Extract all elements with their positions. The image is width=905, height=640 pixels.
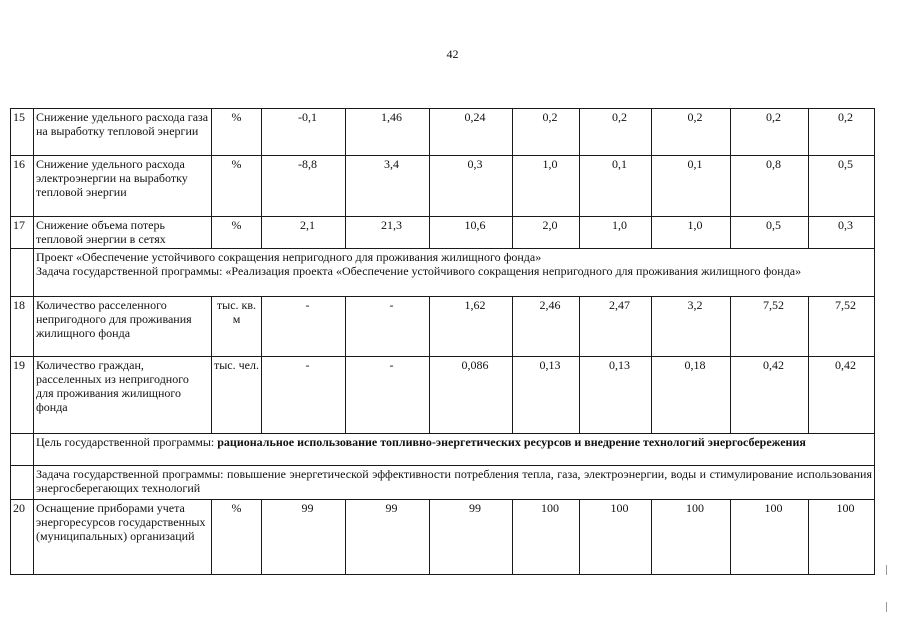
value-text: 0,5 (838, 157, 853, 171)
value-cell (262, 109, 346, 156)
value-text: 0,2 (612, 110, 627, 124)
goal-bold: рациональное использование топливно-энергетических ресурсов и внедрение технологий энергосбережения (217, 435, 806, 449)
indicator-name: Снижение удельного расхода газа на выработку тепловой энергии (34, 109, 212, 156)
value-cell (513, 357, 580, 434)
value-cell (262, 217, 346, 249)
section-line: Задача государственной программы: «Реализация проекта «Обеспечение устойчивого сокращения непригодного для проживания жилищного фонда» (36, 264, 802, 278)
value-text: 2,47 (609, 298, 630, 312)
value-cell (346, 297, 430, 357)
value-text: 0,42 (763, 358, 784, 372)
table-row (11, 217, 875, 249)
value-cell (513, 500, 580, 575)
value-text: 0,13 (609, 358, 630, 372)
value-cell (346, 217, 430, 249)
value-cell (430, 357, 513, 434)
value-text: 2,0 (542, 218, 558, 232)
row-number: 15 (11, 109, 34, 156)
value-text: 3,2 (687, 298, 703, 312)
value-cell (731, 156, 809, 217)
section-text (34, 466, 875, 500)
value-cell (652, 156, 731, 217)
section-line: Задача государственной программы: повышение энергетической эффективности потребления тепла, газа, электроэнергии, воды и стимулирование использования энергосберегающих технологий (36, 467, 872, 495)
value-text: - (389, 358, 394, 372)
value-text: 2,46 (539, 298, 561, 312)
value-cell (580, 297, 652, 357)
unit-cell: % (212, 500, 262, 575)
value-cell (652, 297, 731, 357)
edge-mark (886, 565, 887, 575)
unit-cell: % (212, 217, 262, 249)
value-cell (580, 357, 652, 434)
value-text: 0,1 (687, 157, 703, 171)
indicator-name: Количество граждан, расселенных из непригодного для проживания жилищного фонда (34, 357, 212, 434)
value-cell (809, 297, 875, 357)
value-text: 0,42 (835, 358, 856, 372)
value-text: 99 (385, 501, 398, 515)
value-cell (652, 217, 731, 249)
value-text: 1,0 (542, 157, 558, 171)
value-text: 0,8 (766, 157, 781, 171)
value-text: 0,3 (467, 157, 483, 171)
value-text: 100 (764, 501, 783, 515)
section-text (34, 249, 875, 297)
table-row (11, 109, 875, 156)
value-cell (652, 500, 731, 575)
value-cell (731, 357, 809, 434)
value-text: -0,1 (298, 110, 317, 124)
value-text: 1,46 (381, 110, 402, 124)
value-cell (652, 357, 731, 434)
value-cell (513, 109, 580, 156)
value-text: 100 (686, 501, 704, 515)
value-cell (430, 297, 513, 357)
value-cell (513, 156, 580, 217)
value-cell (731, 297, 809, 357)
value-cell (809, 500, 875, 575)
indicators-table (10, 108, 875, 575)
value-cell (580, 156, 652, 217)
value-cell (346, 109, 430, 156)
edge-mark (886, 602, 887, 612)
value-cell (262, 297, 346, 357)
section-row (11, 249, 875, 297)
value-cell (346, 357, 430, 434)
value-text: 0,2 (838, 110, 853, 124)
indicator-name: Снижение удельного расхода электроэнергии на выработку тепловой энергии (34, 156, 212, 217)
value-cell (652, 109, 731, 156)
value-cell (430, 109, 513, 156)
value-cell (731, 217, 809, 249)
row-number (11, 434, 34, 466)
value-text: 0,24 (464, 110, 486, 124)
value-text: - (389, 298, 394, 312)
value-cell (809, 217, 875, 249)
unit-cell: % (212, 109, 262, 156)
value-cell (513, 297, 580, 357)
row-number: 18 (11, 297, 34, 357)
value-text: 100 (836, 501, 855, 515)
row-number (11, 466, 34, 500)
value-text: 7,52 (763, 298, 784, 312)
table-row (11, 500, 875, 575)
value-text: 0,5 (766, 218, 781, 232)
value-text: 3,4 (384, 157, 399, 171)
value-cell (809, 156, 875, 217)
value-cell (731, 500, 809, 575)
value-text: 100 (610, 501, 629, 515)
value-text: 1,0 (612, 218, 627, 232)
value-cell (262, 357, 346, 434)
unit-cell: тыс. чел. (212, 357, 262, 434)
goal-text (34, 434, 875, 466)
value-text: - (305, 298, 310, 312)
row-number (11, 249, 34, 297)
value-text: 2,1 (300, 218, 315, 232)
goal-prefix: Цель государственной программы: (36, 435, 218, 449)
row-number: 17 (11, 217, 34, 249)
value-cell (580, 217, 652, 249)
value-cell (809, 357, 875, 434)
value-text: 0,2 (687, 110, 703, 124)
indicator-name: Оснащение приборами учета энергоресурсов государственных (муниципальных) организаций (34, 500, 212, 575)
value-cell (580, 109, 652, 156)
row-number: 20 (11, 500, 34, 575)
value-cell (580, 500, 652, 575)
page-number: 42 (446, 47, 459, 61)
value-text: 0,086 (461, 358, 489, 372)
value-text: -8,8 (298, 157, 317, 171)
value-cell (262, 500, 346, 575)
row-number: 19 (11, 357, 34, 434)
value-text: 0,2 (766, 110, 781, 124)
row-number: 16 (11, 156, 34, 217)
goal-row (11, 434, 875, 466)
indicator-name: Снижение объема потерь тепловой энергии в сетях (34, 217, 212, 249)
value-cell (809, 109, 875, 156)
indicator-name: Количество расселенного непригодного для проживания жилищного фонда (34, 297, 212, 357)
table-row (11, 156, 875, 217)
value-text: 99 (301, 501, 314, 515)
value-text: 10,6 (464, 218, 486, 232)
section-row (11, 466, 875, 500)
value-text: 1,0 (687, 218, 703, 232)
table-row (11, 357, 875, 434)
value-text: 0,1 (612, 157, 627, 171)
value-cell (430, 217, 513, 249)
value-cell (262, 156, 346, 217)
value-cell (731, 109, 809, 156)
value-text: - (305, 358, 310, 372)
value-cell (430, 156, 513, 217)
value-text: 0,3 (838, 218, 853, 232)
value-text: 1,62 (464, 298, 486, 312)
value-cell (430, 500, 513, 575)
value-cell (513, 217, 580, 249)
value-text: 7,52 (835, 298, 856, 312)
table-row (11, 297, 875, 357)
value-cell (346, 500, 430, 575)
value-text: 100 (541, 501, 559, 515)
section-line: Проект «Обеспечение устойчивого сокращения непригодного для проживания жилищного фонда» (36, 250, 542, 264)
unit-cell: тыс. кв. м (212, 297, 262, 357)
value-text: 0,18 (684, 358, 706, 372)
value-cell (346, 156, 430, 217)
value-text: 21,3 (381, 218, 402, 232)
value-text: 0,2 (542, 110, 558, 124)
value-text: 99 (469, 501, 481, 515)
value-text: 0,13 (539, 358, 561, 372)
unit-cell: % (212, 156, 262, 217)
